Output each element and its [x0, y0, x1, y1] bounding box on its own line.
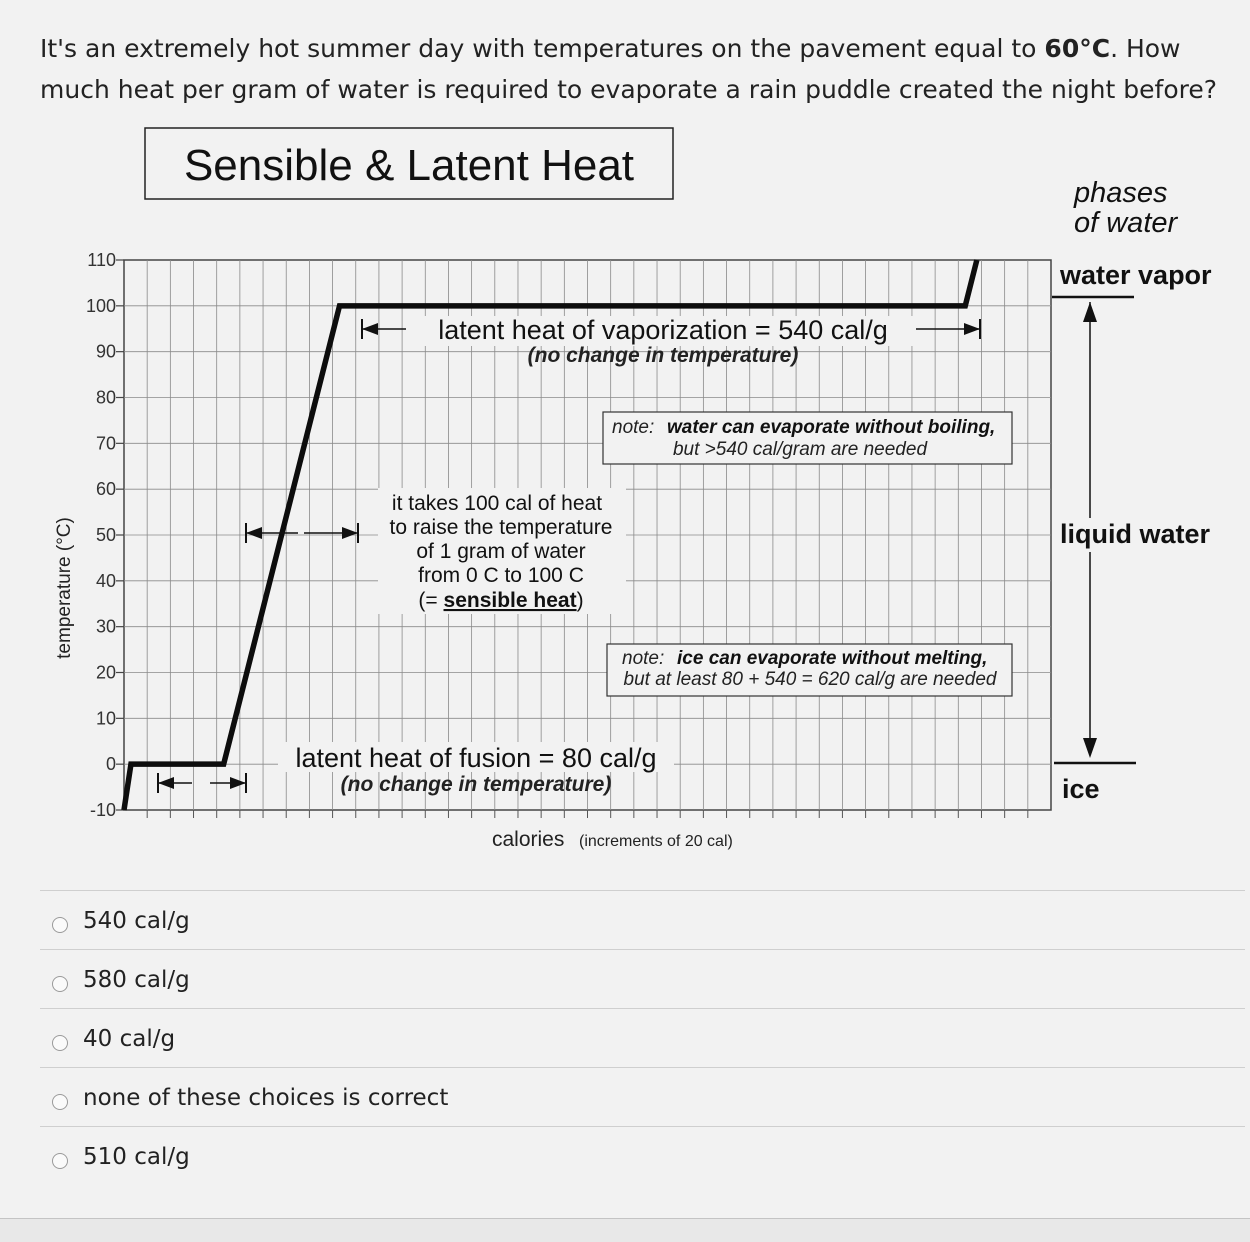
ice-note-line2: but at least 80 + 540 = 620 cal/g are needed — [623, 669, 997, 690]
phases-label-line2: of water — [1074, 207, 1178, 239]
x-axis-sublabel: (increments of 20 cal) — [579, 833, 733, 850]
y-axis-label: temperature (°C) — [54, 517, 75, 659]
sensible-line-2: to raise the temperature — [389, 516, 613, 539]
y-tick-label: 110 — [87, 250, 116, 270]
phase-water-vapor: water vapor — [1060, 260, 1212, 290]
radio-button[interactable] — [52, 1035, 68, 1051]
answer-choice[interactable] — [40, 1008, 1245, 1067]
phase-ice: ice — [1062, 774, 1100, 804]
sensible-line-5: (= sensible heat) — [418, 589, 584, 612]
y-tick-label: 90 — [95, 341, 116, 362]
sensible-arrow-left-head — [246, 527, 262, 539]
liquid-range-arrow-down — [1083, 738, 1097, 758]
sensible-line-1: it takes 100 cal of heat — [391, 492, 603, 515]
liquid-range-arrow-up — [1083, 302, 1097, 322]
answer-label[interactable]: none of these choices is correct — [83, 1085, 449, 1111]
x-axis-label: calories — [492, 828, 565, 851]
chart-title: Sensible & Latent Heat — [183, 141, 635, 190]
y-tick-label: 50 — [95, 525, 116, 545]
vaporization-arrow-right-head — [964, 323, 980, 335]
vaporization-label: latent heat of vaporization = 540 cal/g — [438, 315, 888, 345]
radio-button[interactable] — [52, 917, 68, 933]
y-tick-label: 0 — [105, 754, 116, 775]
question-text: It's an extremely hot summer day with temperatures on the pavement equal to 60°C. How much heat per gram of water is required to evaporate a rain puddle created the night before? — [40, 34, 1217, 104]
answer-label[interactable]: 40 cal/g — [83, 1026, 176, 1052]
heat-chart — [40, 118, 1250, 858]
y-tick-label: -10 — [89, 800, 116, 820]
phase-liquid-water: liquid water — [1060, 519, 1211, 549]
answer-choice[interactable] — [40, 1067, 1245, 1126]
y-tick-label: 80 — [95, 387, 116, 408]
vaporization-arrow-left-head — [362, 323, 378, 335]
boiling-note-line2: but >540 cal/gram are needed — [672, 439, 928, 460]
y-tick-label: 70 — [95, 433, 116, 454]
y-tick-label: 60 — [95, 479, 116, 500]
radio-button[interactable] — [52, 1153, 68, 1169]
fusion-arrow-right-head — [230, 777, 246, 789]
y-tick-label: 40 — [95, 570, 116, 591]
sensible-latent-heat-figure — [40, 118, 1250, 858]
boiling-note-prefix: note: — [612, 417, 655, 438]
answer-label[interactable]: 580 cal/g — [83, 967, 190, 993]
ice-note-line1: ice can evaporate without melting, — [677, 648, 988, 669]
phases-label-line1: phases — [1074, 177, 1168, 209]
sensible-line-3: of 1 gram of water — [416, 540, 586, 563]
y-tick-label: 30 — [95, 616, 116, 637]
answer-choice[interactable] — [40, 949, 1245, 1008]
question-temperature: 60°C — [1044, 34, 1111, 63]
sensible-line-4: from 0 C to 100 C — [418, 564, 584, 587]
y-tick-label: 100 — [85, 295, 116, 316]
fusion-label: latent heat of fusion = 80 cal/g — [295, 743, 657, 773]
answer-label[interactable]: 510 cal/g — [83, 1144, 190, 1170]
answer-choice[interactable] — [40, 1126, 1245, 1185]
ice-note-prefix: note: — [622, 648, 665, 669]
answer-choice[interactable] — [40, 890, 1245, 949]
fusion-subtitle: (no change in temperature) — [340, 773, 612, 796]
y-tick-label: 20 — [95, 662, 116, 683]
y-tick-label: 10 — [95, 708, 116, 729]
vaporization-subtitle: (no change in temperature) — [527, 344, 799, 367]
radio-button[interactable] — [52, 976, 68, 992]
answer-label[interactable]: 540 cal/g — [83, 908, 190, 934]
fusion-arrow-left-head — [158, 777, 174, 789]
radio-button[interactable] — [52, 1094, 68, 1110]
boiling-note-line1: water can evaporate without boiling, — [667, 417, 996, 438]
answer-choices — [40, 890, 1245, 1185]
